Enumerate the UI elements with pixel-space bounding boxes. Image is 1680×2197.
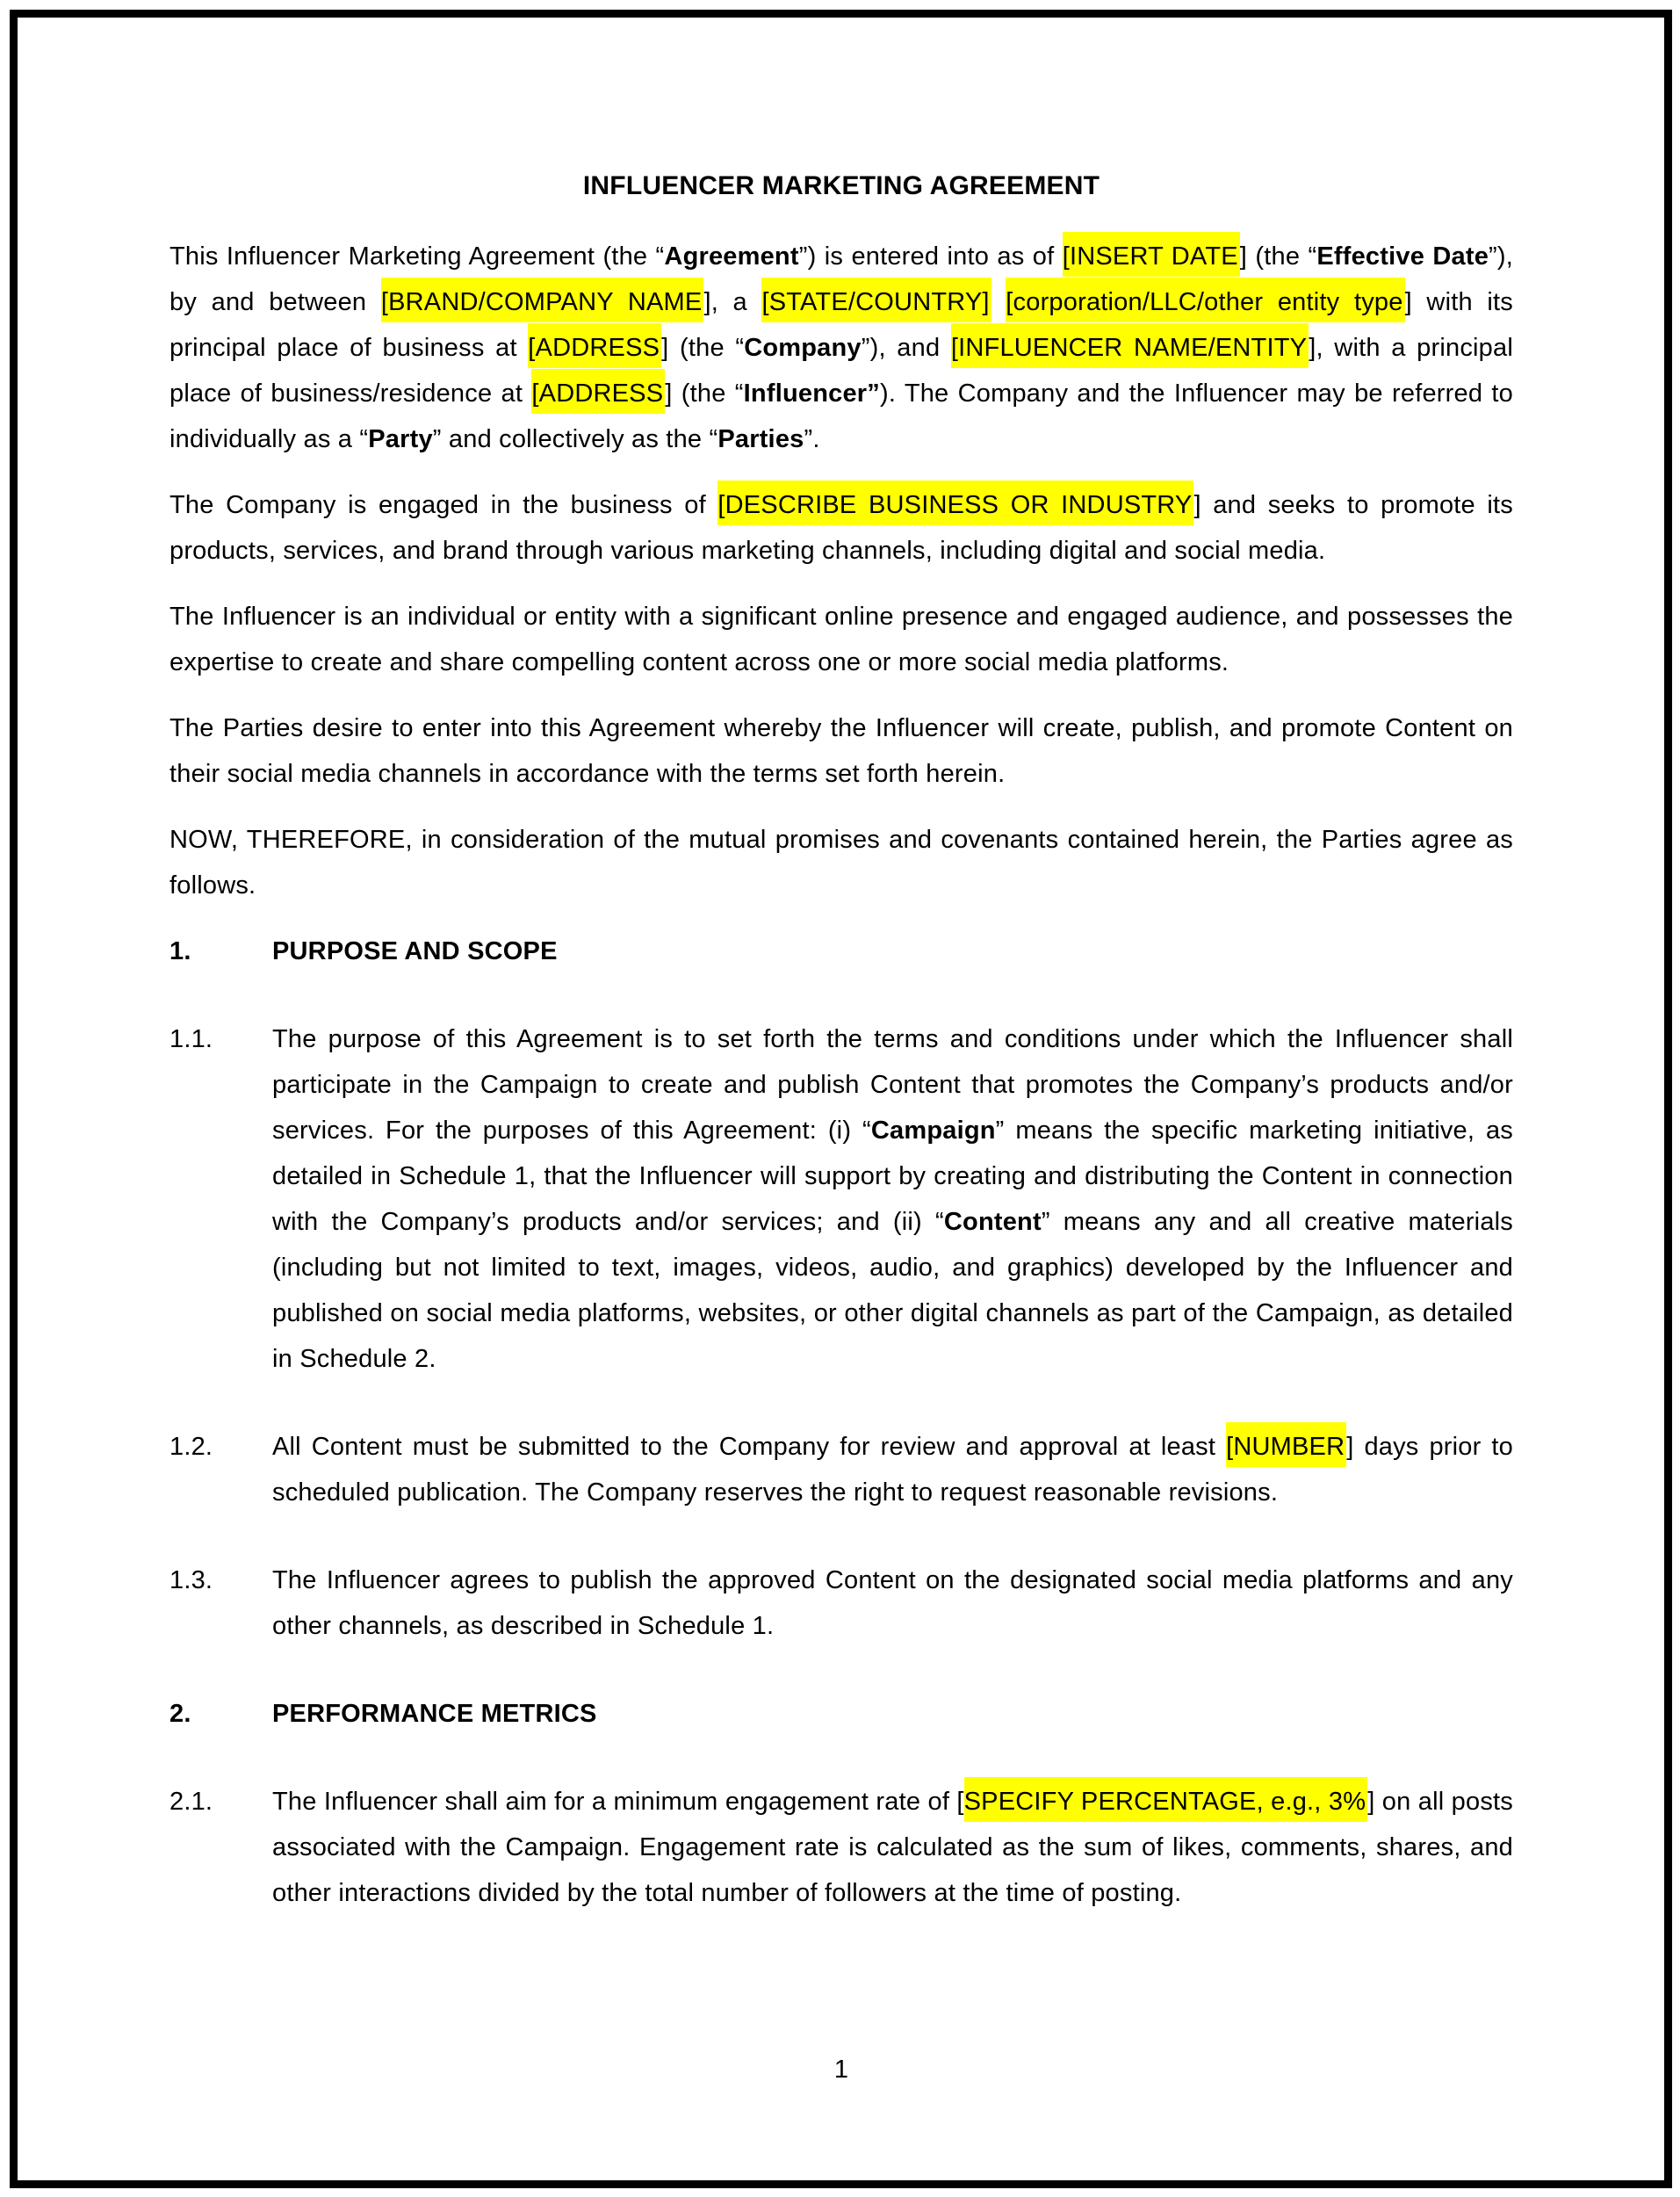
highlighted-placeholder: [INFLUENCER NAME/ENTITY — [951, 323, 1309, 368]
section-heading-2 — [169, 1691, 1513, 1737]
document-body — [169, 234, 1513, 1916]
text-run: ”. — [804, 425, 820, 453]
section-heading-2-number: 2. — [169, 1700, 191, 1728]
clause-1-3-number: 1.3. — [169, 1566, 213, 1594]
paragraph-recital-influencer — [169, 594, 1513, 685]
clause-1-2 — [169, 1424, 1513, 1515]
text-run: ], with a principal place of business/residence at — [169, 334, 1513, 408]
highlighted-placeholder: [BRAND/COMPANY NAME — [381, 278, 704, 322]
text-run: ). The Company and the Influencer may be referred to individually as a “ — [169, 379, 1514, 453]
section-heading-1-number: 1. — [169, 937, 191, 965]
text-run: ] (the “ — [1239, 242, 1317, 271]
clause-1-1 — [169, 1016, 1513, 1382]
clause-1-1-number: 1.1. — [169, 1025, 213, 1053]
text-run — [991, 288, 1006, 316]
highlighted-placeholder: SPECIFY PERCENTAGE, e.g., 3% — [964, 1777, 1368, 1822]
page-number: 1 — [833, 2056, 849, 2084]
bold-term: Party — [368, 425, 433, 453]
section-heading-1-text: PURPOSE AND SCOPE — [272, 937, 558, 965]
bold-term: Company — [744, 334, 862, 362]
paragraph-now-therefore — [169, 817, 1513, 908]
text-run: ” means any and all creative materials (including but not limited to text, images, videos, audio, and graphics) developed by the Influencer and published on social media platforms, websites, or other digital channels as part of the Campaign, as detailed in Schedule 2. — [272, 1208, 1513, 1373]
clause-1-2-text — [272, 1424, 1513, 1515]
clause-1-2-number: 1.2. — [169, 1433, 213, 1461]
text-run: ”), and — [861, 334, 951, 362]
text-run: ” means the specific marketing initiative, as detailed in Schedule 1, that the Influencer will support by creating and distributing the Content in connection with the Company’s products and/or services; and (ii) “ — [272, 1117, 1513, 1236]
clause-1-3 — [169, 1557, 1513, 1649]
highlighted-placeholder: [ADDRESS — [531, 369, 665, 414]
text-run: ] (the “ — [661, 334, 745, 362]
bold-term: Agreement — [664, 242, 799, 271]
text-run: ] with its principal place of business at — [169, 288, 1514, 362]
bold-term: Campaign — [870, 1117, 996, 1145]
clause-2-1-number: 2.1. — [169, 1788, 213, 1816]
clause-1-1-text — [272, 1016, 1513, 1382]
clause-2-1-text — [272, 1779, 1513, 1916]
text-run: ], a — [703, 288, 762, 316]
clause-2-1 — [169, 1779, 1513, 1916]
paragraph-recital-company — [169, 482, 1513, 574]
highlighted-placeholder: [ADDRESS — [528, 323, 661, 368]
text-run: The Influencer is an individual or entity with a significant online presence and engaged audience, and possesses the expertise to create and share compelling content across one or more social media platforms. — [169, 603, 1513, 676]
text-run: The Parties desire to enter into this Agreement whereby the Influencer will create, publish, and promote Content on their social media channels in accordance with the terms set forth herein. — [169, 714, 1513, 788]
text-run: ”) is entered into as of — [798, 242, 1063, 271]
paragraph-preamble-parties — [169, 234, 1513, 462]
bold-term: Effective Date — [1316, 242, 1489, 271]
highlighted-placeholder: [corporation/LLC/other entity type — [1006, 278, 1404, 322]
clause-1-3-text — [272, 1557, 1513, 1649]
highlighted-placeholder: [DESCRIBE BUSINESS OR INDUSTRY — [717, 481, 1193, 525]
text-run: The Influencer agrees to publish the approved Content on the designated social media platforms and any other channels, as described in Schedule 1. — [272, 1566, 1513, 1640]
bold-term: Content — [943, 1208, 1042, 1236]
text-run: NOW, THEREFORE, in consideration of the mutual promises and covenants contained herein, the Parties agree as follows. — [169, 826, 1513, 900]
text-run: ”), by and between — [169, 242, 1514, 316]
text-run: ] and seeks to promote its products, services, and brand through various marketing channels, including digital and social media. — [169, 491, 1513, 565]
text-run: ” and collectively as the “ — [432, 425, 718, 453]
text-run: All Content must be submitted to the Company for review and approval at least — [272, 1433, 1227, 1461]
text-run: The Influencer shall aim for a minimum engagement rate of [ — [272, 1788, 964, 1816]
paragraph-recital-desire — [169, 705, 1513, 797]
text-run: This Influencer Marketing Agreement (the “ — [169, 242, 665, 271]
document-content — [169, 163, 1513, 1958]
highlighted-placeholder: [INSERT DATE — [1063, 232, 1240, 277]
highlighted-placeholder: [NUMBER — [1226, 1422, 1346, 1467]
text-run: The Company is engaged in the business of — [169, 491, 718, 519]
text-run: The purpose of this Agreement is to set forth the terms and conditions under which the Influencer shall participate in the Campaign to create and publish Content that promotes the Company’s products and/or services. For the purposes of this Agreement: (i) “ — [272, 1025, 1513, 1145]
section-heading-2-text: PERFORMANCE METRICS — [272, 1700, 597, 1728]
text-run: ] days prior to scheduled publication. The Company reserves the right to request reasonable revisions. — [272, 1433, 1514, 1507]
bold-term: Parties — [717, 425, 804, 453]
bold-term: Influencer” — [743, 379, 880, 408]
text-run: ] on all posts associated with the Campaign. Engagement rate is calculated as the sum of likes, comments, shares, and other interactions divided by the total number of followers at the time of posting. — [272, 1788, 1513, 1907]
document-title: INFLUENCER MARKETING AGREEMENT — [582, 171, 1100, 200]
highlighted-placeholder: [STATE/COUNTRY] — [761, 278, 991, 322]
section-heading-1 — [169, 929, 1513, 974]
text-run: ] (the “ — [665, 379, 744, 408]
